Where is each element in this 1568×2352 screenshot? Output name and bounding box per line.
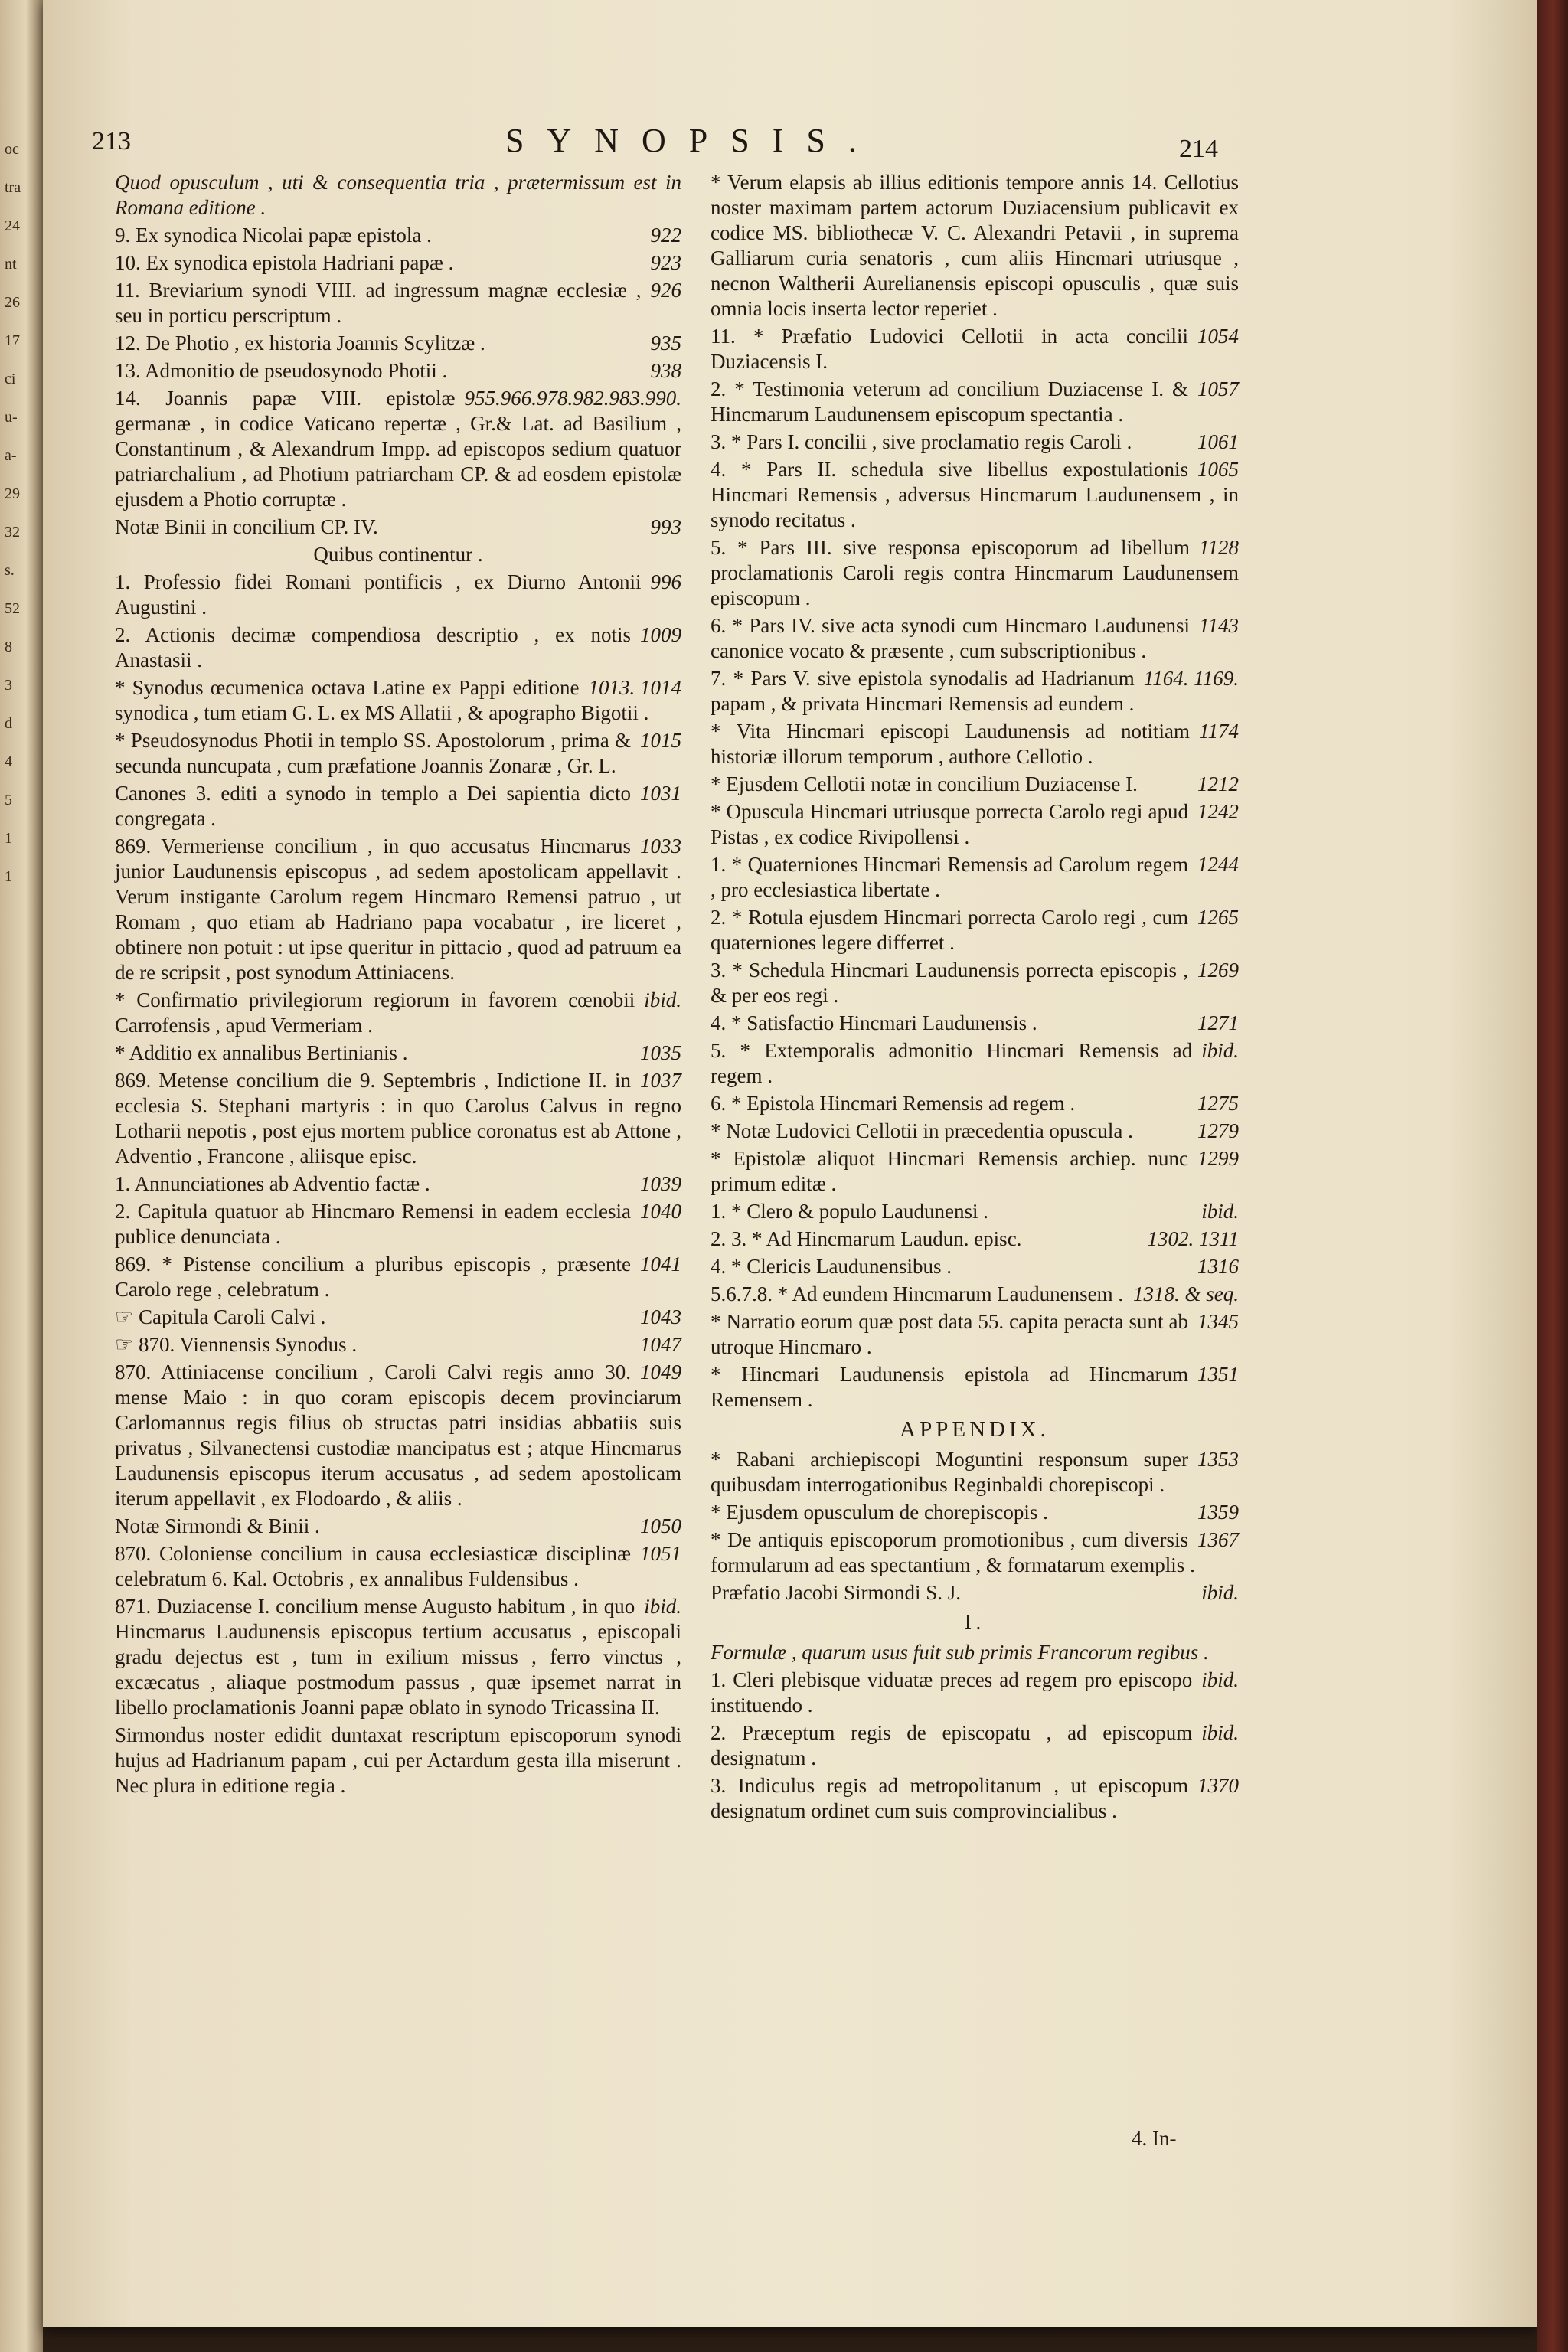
gutter-fragment: 8 <box>5 639 12 655</box>
gutter-fragment: 52 <box>5 600 20 617</box>
toc-page-ref: 938 <box>650 359 681 382</box>
toc-entry-text: * Narratio eorum quæ post data 55. capita peracta sunt ab utroque Hincmaro . <box>710 1310 1188 1358</box>
toc-entry <box>115 514 681 540</box>
toc-entry-text: I. <box>964 1610 985 1635</box>
toc-entry <box>115 1171 681 1197</box>
toc-entry-text: Canones 3. editi a synodo in templo a Dei sapientia dicto congregata . <box>115 782 631 830</box>
toc-page-ref: 1050 <box>640 1514 681 1537</box>
toc-page-ref: 926 <box>650 279 681 302</box>
toc-page-ref: 1164. 1169. <box>1143 667 1239 690</box>
toc-entry <box>710 1011 1239 1036</box>
toc-page-ref: 1037 <box>640 1069 681 1092</box>
toc-entry-text: 3. Indiculus regis ad metropolitanum , ut episcopum designatum ordinet cum suis comprovincialibus . <box>710 1774 1188 1822</box>
toc-entry <box>710 1309 1239 1360</box>
toc-page-ref: 1039 <box>640 1172 681 1195</box>
toc-entry <box>115 1040 681 1066</box>
toc-entry <box>710 666 1239 717</box>
toc-entry-text: 12. De Photio , ex historia Joannis Scylitzæ . <box>115 332 485 354</box>
toc-entry <box>115 250 681 276</box>
page-header <box>92 121 1218 163</box>
toc-page-ref: 1047 <box>640 1333 681 1356</box>
toc-entry-text: ☞ 870. Viennensis Synodus . <box>115 1333 358 1356</box>
toc-entry <box>710 377 1239 427</box>
toc-page-ref: ibid. <box>1201 1200 1239 1223</box>
toc-entry-text: * Additio ex annalibus Bertinianis . <box>115 1041 408 1064</box>
toc-entry-text: Quibus continentur . <box>313 543 483 566</box>
toc-page-ref: ibid. <box>644 988 681 1011</box>
toc-page-ref: 1009 <box>640 623 681 646</box>
toc-entry <box>115 834 681 985</box>
toc-entry-text: 870. Attiniacense concilium , Caroli Calvi regis anno 30. mense Maio : in quo coram episcopis decem provinciarum Carlomannus regis filius ob structas patri insidias abbatiis suis privatus , Silvanectensi custodiæ mancipatus est ; atque Hincmarus Laudunensis episcopus iterum accusatus , ad sedem apostolicam iterum appellavit , ex Flodoardo , & aliis . <box>115 1361 681 1510</box>
gutter-fragment: a- <box>5 447 17 464</box>
toc-entry <box>115 358 681 384</box>
toc-entry-text: 10. Ex synodica epistola Hadriani papæ . <box>115 251 454 274</box>
toc-page-ref: 1242 <box>1197 800 1239 823</box>
toc-entry-text: 13. Admonitio de pseudosynodo Photii . <box>115 359 448 382</box>
toc-page-ref: 1345 <box>1197 1310 1239 1333</box>
gutter-fragment: 3 <box>5 677 12 694</box>
toc-entry <box>710 457 1239 533</box>
toc-page-ref: 1051 <box>640 1542 681 1565</box>
toc-page-ref: 993 <box>650 515 681 538</box>
toc-entry-text: * Ejusdem opusculum de chorepiscopis . <box>710 1501 1048 1524</box>
toc-entry <box>115 170 681 220</box>
toc-entry <box>115 781 681 831</box>
page-number-left: 213 <box>92 127 131 155</box>
toc-page-ref: ibid. <box>1201 1581 1239 1604</box>
toc-page-ref: 1353 <box>1197 1448 1239 1471</box>
toc-page-ref: 1279 <box>1197 1119 1239 1142</box>
toc-entry <box>115 622 681 673</box>
toc-entry-text: 6. * Epistola Hincmari Remensis ad regem . <box>710 1092 1076 1115</box>
toc-entry-text: 2. * Testimonia veterum ad concilium Duziacense I. & Hincmarum Laudunensem episcopum spectantia . <box>710 377 1188 426</box>
toc-entry-text: ☞ Capitula Caroli Calvi . <box>115 1305 326 1328</box>
toc-page-ref: 1057 <box>1197 377 1239 400</box>
toc-page-ref: 1043 <box>640 1305 681 1328</box>
toc-page-ref: 1033 <box>640 835 681 858</box>
gutter-fragment: 1 <box>5 830 12 847</box>
gutter-fragment: 32 <box>5 524 20 541</box>
gutter-fragment: nt <box>5 256 17 273</box>
toc-page-ref: 1054 <box>1197 325 1239 348</box>
toc-page-ref: 935 <box>650 332 681 354</box>
toc-page-ref: 1143 <box>1199 614 1239 637</box>
gutter-fragment: s. <box>5 562 15 579</box>
toc-page-ref: 922 <box>650 224 681 247</box>
toc-entry <box>710 1146 1239 1197</box>
toc-entry-text: * Confirmatio privilegiorum regiorum in favorem cœnobii Carrofensis , apud Vermeriam . <box>115 988 635 1037</box>
toc-page-ref: 955.966.978.982.983.990. <box>464 387 681 410</box>
toc-page-ref: 1040 <box>640 1200 681 1223</box>
toc-entry <box>710 324 1239 374</box>
toc-page-ref: 1013. 1014 <box>588 676 681 699</box>
toc-page-ref: 1275 <box>1197 1092 1239 1115</box>
toc-entry <box>710 958 1239 1008</box>
toc-entry-text: Præfatio Jacobi Sirmondi S. J. <box>710 1581 962 1604</box>
toc-entry-text: Formulæ , quarum usus fuit sub primis Francorum regibus . <box>710 1641 1209 1664</box>
gutter-fragment: 29 <box>5 485 20 502</box>
toc-page-ref: 1035 <box>640 1041 681 1064</box>
toc-entry-text: 2. Actionis decimæ compendiosa descriptio , ex notis Anastasii . <box>115 623 631 671</box>
toc-entry <box>710 1720 1239 1771</box>
gutter-fragment: 1 <box>5 868 12 885</box>
toc-entry <box>710 719 1239 769</box>
toc-entry <box>710 1447 1239 1498</box>
toc-entry <box>710 1610 1239 1635</box>
toc-page-ref: 1015 <box>640 729 681 752</box>
toc-entry <box>115 223 681 248</box>
toc-page-ref: ibid. <box>1201 1668 1239 1691</box>
gutter-fragment: ci <box>5 371 16 387</box>
toc-entry <box>710 1119 1239 1144</box>
toc-entry-text: Sirmondus noster edidit duntaxat rescriptum episcoporum synodi hujus ad Hadrianum papam , cui per Actardum gesta illa miserunt . Nec plura in editione regia . <box>115 1723 681 1797</box>
toc-entry-text: * Hincmari Laudunensis epistola ad Hincmarum Remensem . <box>710 1363 1188 1411</box>
gutter-fragment: d <box>5 715 12 732</box>
gutter-fragment: 17 <box>5 332 20 349</box>
left-column <box>115 170 681 1801</box>
toc-entry-text: 4. * Satisfactio Hincmari Laudunensis . <box>710 1011 1037 1034</box>
toc-entry <box>115 1723 681 1798</box>
toc-entry <box>710 905 1239 956</box>
toc-entry <box>115 570 681 620</box>
toc-entry <box>115 675 681 726</box>
toc-entry-text: * Pseudosynodus Photii in templo SS. Apostolorum , prima & secunda nuncupata , cum præfatione Joannis Zonaræ , Gr. L. <box>115 729 631 777</box>
toc-entry-text: Notæ Sirmondi & Binii . <box>115 1514 320 1537</box>
toc-entry <box>710 1500 1239 1525</box>
toc-entry-text: 1. Cleri plebisque viduatæ preces ad regem pro episcopo instituendo . <box>710 1668 1193 1717</box>
toc-entry <box>710 1091 1239 1116</box>
toc-entry <box>115 1252 681 1302</box>
toc-entry <box>115 1514 681 1539</box>
book-cover-edge <box>1537 0 1568 2352</box>
toc-page-ref: 1031 <box>640 782 681 805</box>
toc-entry <box>115 1332 681 1357</box>
toc-entry <box>710 1254 1239 1279</box>
toc-entry <box>710 1773 1239 1824</box>
toc-page-ref: 1212 <box>1197 773 1239 795</box>
toc-entry-text: 869. Metense concilium die 9. Septembris , Indictione II. in ecclesia S. Stephani martyris : in quo Carolus Calvus in regno Lotharii nepotis , post ejus mortem publice coronatus est ab Attone , Adventio , Francone , aliisque episc. <box>115 1069 681 1168</box>
toc-page-ref: 1367 <box>1197 1528 1239 1551</box>
gutter-fragment: oc <box>5 141 19 158</box>
toc-entry-text: * Rabani archiepiscopi Moguntini responsum super quibusdam interrogationibus Reginbaldi chorepiscopi . <box>710 1448 1188 1496</box>
toc-entry-text: * Notæ Ludovici Cellotii in præcedentia opuscula . <box>710 1119 1133 1142</box>
toc-entry <box>115 331 681 356</box>
toc-page-ref: 996 <box>650 570 681 593</box>
toc-entry <box>710 1668 1239 1718</box>
toc-entry-text: 11. Breviarium synodi VIII. ad ingressum magnæ ecclesiæ , seu in porticu perscriptum . <box>115 279 642 327</box>
toc-entry-text: 6. * Pars IV. sive acta synodi cum Hincmaro Laudunensi canonice vocato & præsente , cum subscriptionibus . <box>710 614 1190 662</box>
toc-entry-text: 3. * Pars I. concilii , sive proclamatio regis Caroli . <box>710 430 1132 453</box>
toc-entry-text: 4. * Pars II. schedula sive libellus expostulationis Hincmari Remensis , adversus Hincmarum Laudunensem , in synodo recitatus . <box>710 458 1239 531</box>
gutter-fragment: 24 <box>5 217 20 234</box>
toc-entry <box>710 1282 1239 1307</box>
gutter-fragment: u- <box>5 409 18 426</box>
toc-entry-text: * Vita Hincmari episcopi Laudunensis ad notitiam historiæ illorum temporum , authore Cellotio . <box>710 720 1190 768</box>
toc-page-ref: 1299 <box>1197 1147 1239 1170</box>
toc-entry <box>115 1199 681 1250</box>
toc-page-ref: 1302. 1311 <box>1147 1227 1239 1250</box>
toc-page-ref: ibid. <box>644 1595 681 1618</box>
toc-page-ref: 1174 <box>1199 720 1239 743</box>
toc-entry-text: APPENDIX. <box>900 1417 1050 1442</box>
toc-page-ref: 1359 <box>1197 1501 1239 1524</box>
toc-entry <box>710 1038 1239 1089</box>
toc-entry <box>115 1594 681 1720</box>
toc-entry <box>115 278 681 328</box>
page-number-right: 214 <box>1179 135 1218 163</box>
toc-entry-text: 9. Ex synodica Nicolai papæ epistola . <box>115 224 432 247</box>
toc-entry-text: 4. * Clericis Laudunensibus . <box>710 1255 952 1278</box>
toc-entry-text: 1. Professio fidei Romani pontificis , ex Diurno Antonii Augustini . <box>115 570 642 619</box>
toc-entry-text: 869. Vermeriense concilium , in quo accusatus Hincmarus junior Laudunensis episcopus , ad sedem apostolicam appellavit . Verum instigante Carolum regem Hincmaro Remensi patruo , ut Romam , quo etiam ab Hadriano papa vocabatur , ire liceret , obtinere non potuit : ut ipse queritur in pittacio , quod ad patruum ea de re scripsit , post synodum Attiniacens. <box>115 835 681 984</box>
toc-entry <box>710 1527 1239 1578</box>
toc-page-ref: ibid. <box>1201 1039 1239 1062</box>
toc-entry <box>115 1360 681 1511</box>
toc-entry-text: 1. Annunciationes ab Adventio factæ . <box>115 1172 430 1195</box>
toc-entry <box>710 1580 1239 1606</box>
toc-entry-text: 870. Coloniense concilium in causa ecclesiasticæ disciplinæ celebratum 6. Kal. Octobris , ex annalibus Fuldensibus . <box>115 1542 631 1590</box>
toc-entry-text: * Verum elapsis ab illius editionis tempore annis 14. Cellotius noster maximam partem actorum Duziacensium publicavit ex codice MS. bibliothecæ V. C. Alexandri Petavii , in suprema Galliarum curia senatoris , cum aliis Hincmari utriusque , necnon Waltherii Aurelianensis episcopi opusculis , quæ suis omnia locis inserta lector reperiet . <box>710 171 1239 320</box>
toc-entry-text: 2. 3. * Ad Hincmarum Laudun. episc. <box>710 1227 1022 1250</box>
toc-entry-text: * De antiquis episcoporum promotionibus , cum diversis formularum ad eas spectantium , & formatarum exemplis . <box>710 1528 1195 1576</box>
toc-page-ref: 1351 <box>1197 1363 1239 1386</box>
toc-page-ref: 1065 <box>1197 458 1239 481</box>
toc-page-ref: 1316 <box>1197 1255 1239 1278</box>
toc-entry-text: 5. * Pars III. sive responsa episcoporum ad libellum proclamationis Caroli regis contra Hincmarum Laudunensem episcopum . <box>710 536 1239 609</box>
toc-entry-text: 871. Duziacense I. concilium mense Augusto habitum , in quo Hincmarus Laudunensis episcopus tertium accusatus , episcopali gradu dejectus est , tum in exilium missus , ferro vinctus , excæcatus , aliaque postmodum passus , quæ ipsemet narrat in libello proclamationis Joanni papæ oblato in synodo Tricassina II. <box>115 1595 681 1719</box>
catchword: 4. In- <box>1132 2127 1177 2150</box>
toc-entry-text: 11. * Præfatio Ludovici Cellotii in acta concilii Duziacensis I. <box>710 325 1188 373</box>
toc-entry-text: Notæ Binii in concilium CP. IV. <box>115 515 378 538</box>
toc-entry-text: 2. Præceptum regis de episcopatu , ad episcopum designatum . <box>710 1721 1193 1769</box>
toc-entry <box>710 1227 1239 1252</box>
toc-entry <box>710 613 1239 664</box>
right-column <box>710 170 1239 1826</box>
toc-page-ref: 923 <box>650 251 681 274</box>
toc-entry <box>710 1417 1239 1442</box>
toc-entry-text: 2. * Rotula ejusdem Hincmari porrecta Carolo regi , cum quaterniones legere differret . <box>710 906 1188 954</box>
gutter-fragment: 5 <box>5 792 12 808</box>
gutter-fragments <box>0 130 43 896</box>
toc-entry-text: 5. * Extemporalis admonitio Hincmari Remensis ad regem . <box>710 1039 1193 1087</box>
toc-entry-text: 1. * Quaterniones Hincmari Remensis ad Carolum regem , pro ecclesiastica libertate . <box>710 853 1188 901</box>
toc-entry-text: 2. Capitula quatuor ab Hincmaro Remensi in eadem ecclesia publice denunciata . <box>115 1200 631 1248</box>
toc-entry <box>115 1068 681 1169</box>
toc-entry-text: * Synodus œcumenica octava Latine ex Pappi editione synodica , tum etiam G. L. ex MS Allatii , & apographo Bigotii . <box>115 676 649 724</box>
toc-entry-text: * Opuscula Hincmari utriusque porrecta Carolo regi apud Pistas , ex codice Rivipollensi . <box>710 800 1188 848</box>
toc-entry <box>710 799 1239 850</box>
running-title: SYNOPSIS. <box>505 122 880 159</box>
toc-entry <box>115 1305 681 1330</box>
toc-page-ref: 1128 <box>1199 536 1239 559</box>
toc-entry <box>710 852 1239 903</box>
toc-entry-text: Quod opusculum , uti & consequentia tria , prætermissum est in Romana editione . <box>115 171 681 219</box>
previous-page-edge <box>0 0 43 2352</box>
gutter-fragment: tra <box>5 179 21 196</box>
toc-entry <box>710 1640 1239 1665</box>
toc-page-ref: 1061 <box>1197 430 1239 453</box>
toc-entry <box>115 988 681 1038</box>
toc-entry <box>710 170 1239 322</box>
toc-page-ref: ibid. <box>1201 1721 1239 1744</box>
toc-entry-text: 869. * Pistense concilium a pluribus episcopis , præsente Carolo rege , celebratum . <box>115 1253 631 1301</box>
toc-entry <box>710 430 1239 455</box>
toc-entry <box>115 1541 681 1592</box>
toc-entry <box>115 728 681 779</box>
toc-entry <box>710 772 1239 797</box>
gutter-fragment: 4 <box>5 753 12 770</box>
toc-entry <box>710 535 1239 611</box>
toc-entry <box>710 1362 1239 1413</box>
toc-entry <box>115 386 681 512</box>
toc-page-ref: 1318. & seq. <box>1133 1282 1239 1305</box>
gutter-fragment: 26 <box>5 294 20 311</box>
toc-entry-text: * Ejusdem Cellotii notæ in concilium Duziacense I. <box>710 773 1138 795</box>
toc-page-ref: 1244 <box>1197 853 1239 876</box>
toc-page-ref: 1370 <box>1197 1774 1239 1797</box>
toc-page-ref: 1049 <box>640 1361 681 1383</box>
toc-page-ref: 1271 <box>1197 1011 1239 1034</box>
toc-page-ref: 1269 <box>1197 959 1239 982</box>
toc-entry <box>115 542 681 567</box>
toc-entry-text: 7. * Pars V. sive epistola synodalis ad Hadrianum papam , & privata Hincmari Remensis ad eundem . <box>710 667 1135 715</box>
toc-entry-text: * Epistolæ aliquot Hincmari Remensis archiep. nunc primum editæ . <box>710 1147 1188 1195</box>
toc-entry-text: 1. * Clero & populo Laudunensi . <box>710 1200 988 1223</box>
toc-entry-text: 5.6.7.8. * Ad eundem Hincmarum Laudunensem . <box>710 1282 1124 1305</box>
toc-entry-text: 3. * Schedula Hincmari Laudunensis porrecta episcopis , & per eos regi . <box>710 959 1188 1007</box>
toc-entry <box>710 1199 1239 1224</box>
toc-page-ref: 1265 <box>1197 906 1239 929</box>
toc-entry-text: 14. Joannis papæ VIII. epistolæ germanæ , in codice Vaticano repertæ , Gr.& Lat. ad Basilium , Constantinum , & Alexandrum Impp. ad episcopos sedium quatuor patriarchalium , ad Photium patriarcham CP. & ad eosdem epistolæ ejusdem a Photio corruptæ . <box>115 387 681 511</box>
toc-page-ref: 1041 <box>640 1253 681 1276</box>
